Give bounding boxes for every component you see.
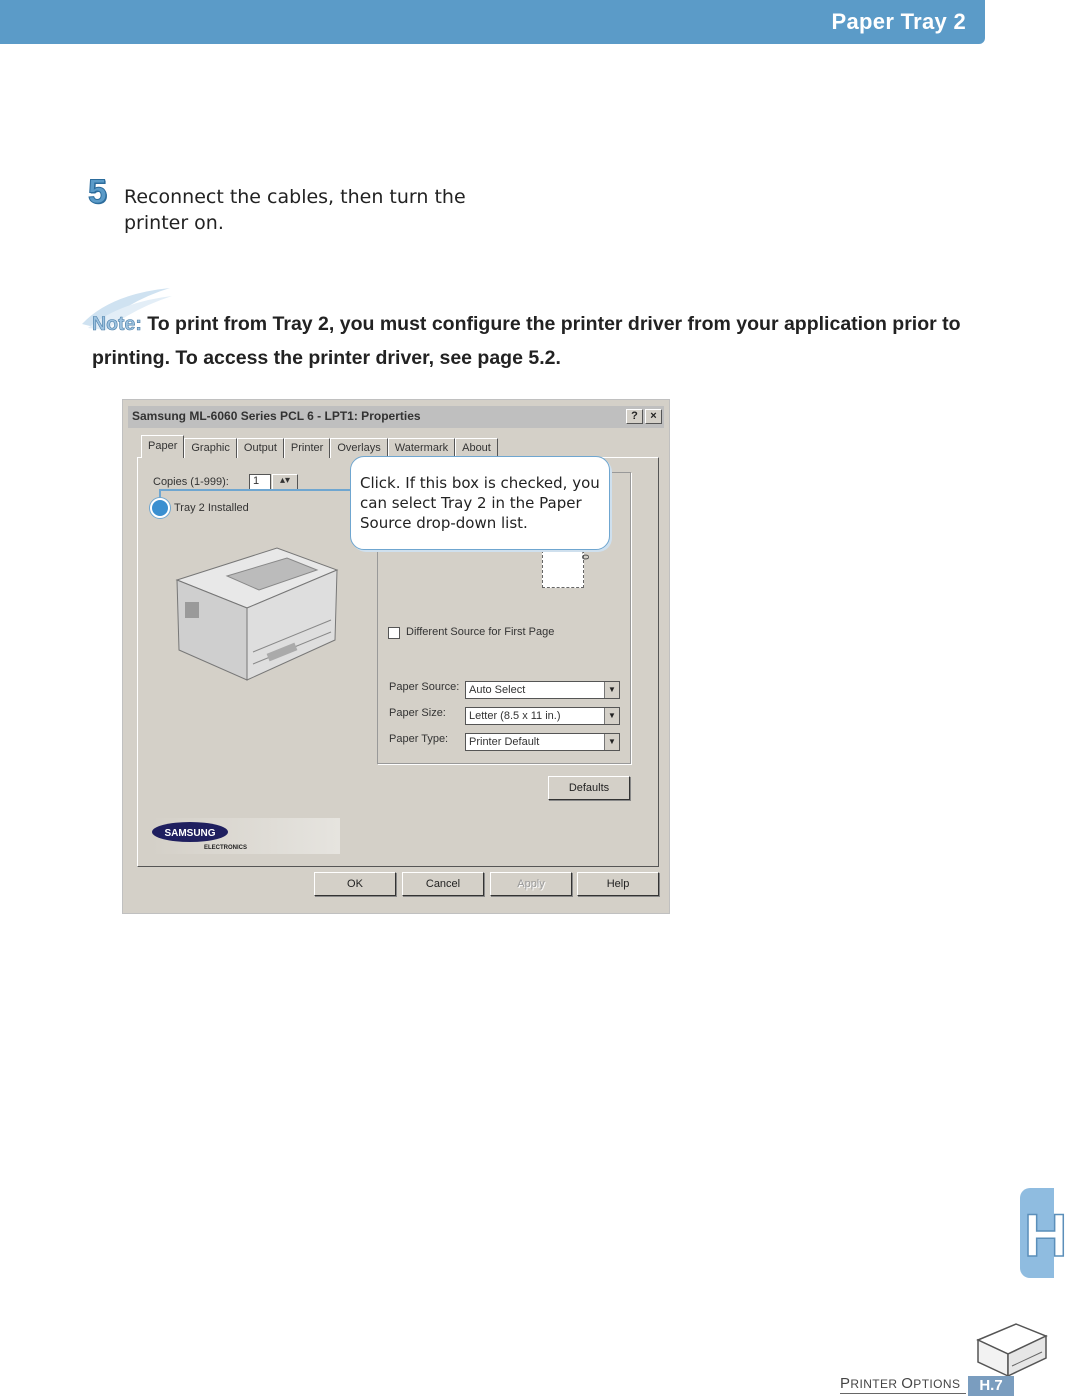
paper-preview	[542, 550, 584, 588]
tab-watermark[interactable]: Watermark	[388, 438, 455, 458]
paper-type-select[interactable]	[465, 733, 620, 751]
copies-stepper[interactable]: ▴▾	[272, 474, 298, 490]
callout-text: Click. If this box is checked, you can select Tray 2 in the Paper Source drop-down list.	[360, 474, 600, 532]
note-paragraph	[92, 307, 972, 375]
printer-icon	[972, 1318, 1050, 1378]
copies-label: Copies (1-999):	[153, 476, 229, 488]
apply-button[interactable]: Apply	[490, 872, 572, 896]
different-source-label: Different Source for First Page	[406, 626, 555, 638]
note-body: To print from Tray 2, you must configure the printer driver from your application prior to printing. To access the printer driver, see page 5.2.	[92, 313, 961, 369]
chevron-down-icon[interactable]: ▼	[604, 682, 619, 698]
help-title-button[interactable]: ?	[626, 409, 643, 424]
dialog-titlebar	[128, 406, 664, 428]
paper-type-label: Paper Type:	[389, 733, 449, 745]
printer-image	[167, 540, 347, 690]
callout-pointer-dot	[150, 498, 170, 518]
tab-paper[interactable]: Paper	[141, 435, 184, 458]
tab-about[interactable]: About	[455, 438, 498, 458]
samsung-logo	[150, 818, 340, 854]
logo-subtext: ELECTRONICS	[204, 845, 248, 851]
paper-source-select[interactable]	[465, 681, 620, 699]
page-title: Paper Tray 2	[831, 9, 966, 34]
step-text: Reconnect the cables, then turn the printer on.	[124, 186, 466, 234]
cancel-button[interactable]: Cancel	[402, 872, 484, 896]
close-title-button[interactable]: ×	[645, 409, 662, 424]
tab-printer[interactable]: Printer	[284, 438, 330, 458]
step-number: 5	[88, 173, 107, 211]
paper-type-value: Printer Default	[469, 736, 540, 748]
callout-leader-line	[160, 489, 352, 491]
tab-overlays[interactable]: Overlays	[330, 438, 387, 458]
footer-rule	[840, 1393, 966, 1394]
note-label: Note:	[92, 313, 142, 335]
copies-input[interactable]: 1	[249, 474, 271, 490]
logo-text: SAMSUNG	[164, 828, 216, 839]
paper-source-label: Paper Source:	[389, 681, 460, 693]
help-button[interactable]: Help	[577, 872, 659, 896]
paper-size-select[interactable]	[465, 707, 620, 725]
paper-size-value: Letter (8.5 x 11 in.)	[469, 710, 561, 722]
chevron-down-icon[interactable]: ▼	[604, 734, 619, 750]
tab-graphic[interactable]: Graphic	[184, 438, 237, 458]
tab-strip	[141, 436, 498, 458]
ok-button[interactable]: OK	[314, 872, 396, 896]
tray2-label: Tray 2 Installed	[174, 502, 249, 514]
defaults-button[interactable]: Defaults	[548, 776, 630, 800]
page-number: H.7	[968, 1376, 1014, 1396]
footer-section-title: PRINTER OPTIONS	[840, 1375, 961, 1392]
different-source-checkbox[interactable]	[388, 627, 400, 639]
paper-size-label: Paper Size:	[389, 707, 446, 719]
paper-source-value: Auto Select	[469, 684, 526, 696]
dialog-title: Samsung ML-6060 Series PCL 6 - LPT1: Properties	[132, 409, 421, 423]
section-letter: H	[1024, 1202, 1067, 1269]
tab-output[interactable]: Output	[237, 438, 284, 458]
chevron-down-icon[interactable]: ▼	[604, 708, 619, 724]
